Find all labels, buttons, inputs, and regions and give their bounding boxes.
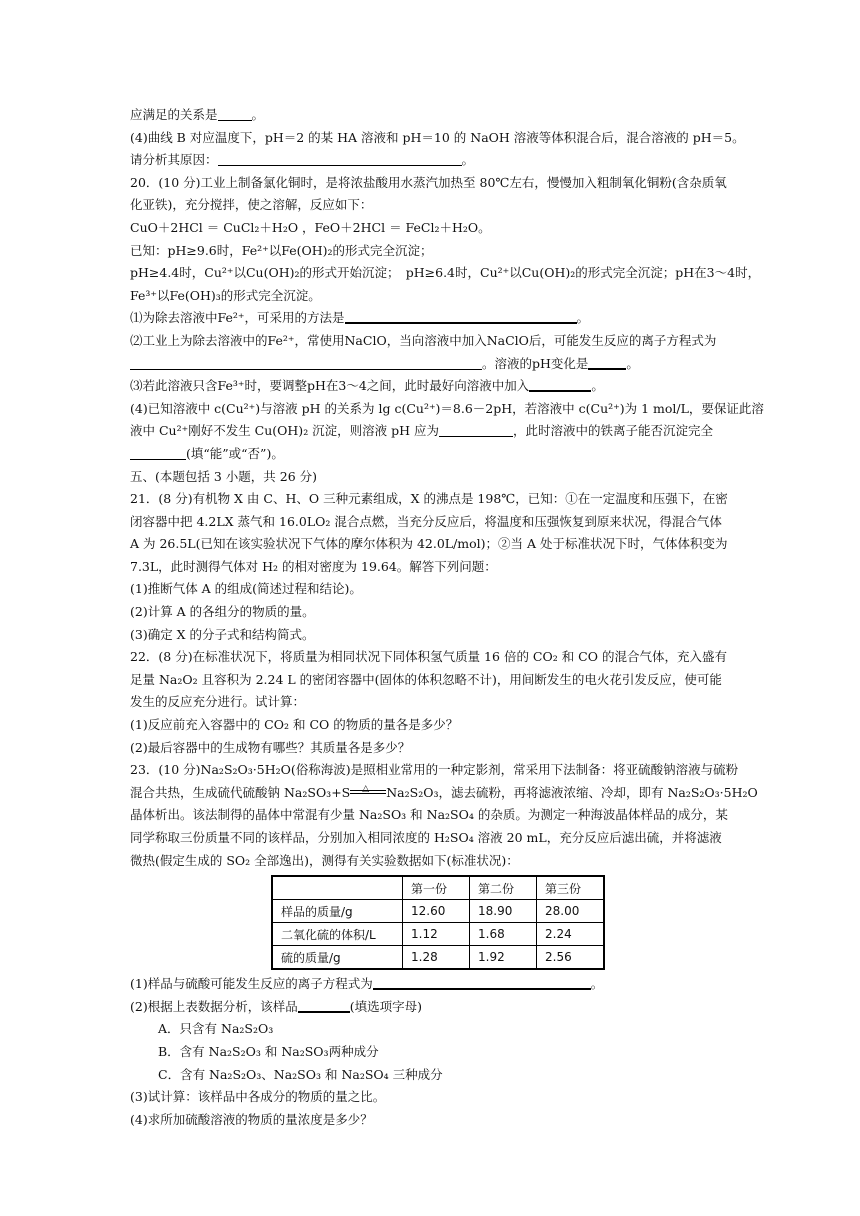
- table-row: 硫的质量/g 1.28 1.92 2.56: [272, 946, 604, 970]
- text-line: (2)最后容器中的生成物有哪些？其质量各是多少？: [130, 739, 411, 755]
- text-line: 液中 Cu²⁺刚好不发生 Cu(OH)₂ 沉淀，则溶液 pH 应为 ，此时溶液中的铁离子能否沉淀完全: [130, 423, 714, 439]
- table-header-row: 第一份 第二份 第三份: [272, 876, 604, 900]
- question-21-heading: 21．(8 分)有机物 X 由 C、H、O 三种元素组成，X 的沸点是 198℃，已知：①在一定温度和压强下，在密: [130, 491, 728, 507]
- text-line: 请分析其原因： 。: [130, 152, 475, 168]
- table-row: 样品的质量/g 12.60 18.90 28.00: [272, 900, 604, 923]
- answer-blank[interactable]: [529, 376, 591, 392]
- answer-blank[interactable]: [345, 308, 577, 324]
- section-heading: 五、(本题包括 3 小题，共 26 分): [130, 468, 318, 484]
- text-line: (1)推断气体 A 的组成(简述过程和结论)。: [130, 581, 362, 597]
- question-23-heading: 23．(10 分)Na₂S₂O₃·5H₂O(俗称海波)是照相业常用的一种定影剂，常采用下法制备：将亚硫酸钠溶液与硫粉: [130, 762, 739, 778]
- option-a: A．只含有 Na₂S₂O₃: [158, 1021, 274, 1037]
- answer-blank[interactable]: [298, 997, 350, 1013]
- text-line: (1)样品与硫酸可能发生反应的离子方程式为 。: [130, 976, 604, 992]
- option-c: C．含有 Na₂S₂O₃、Na₂SO₃ 和 Na₂SO₄ 三种成分: [158, 1066, 443, 1082]
- question-20-heading: 20．(10 分)工业上制备氯化铜时，是将浓盐酸用水蒸汽加热至 80℃左右，慢慢加入粗制氧化铜粉(含杂质氧: [130, 174, 727, 190]
- answer-blank[interactable]: [588, 354, 626, 370]
- text-line: 发生的反应充分进行。试计算：: [130, 694, 306, 710]
- text-line: (3)试计算：该样品中各成分的物质的量之比。: [130, 1089, 386, 1105]
- text-line: 已知：pH≥9.6时，Fe²⁺以Fe(OH)₂的形式完全沉淀；: [130, 242, 433, 258]
- text-line: (4)曲线 B 对应温度下，pH＝2 的某 HA 溶液和 pH＝10 的 NaOH 溶液等体积混合后，混合溶液的 pH＝5。: [130, 129, 745, 145]
- text-line: 。溶液的pH变化是 。: [130, 353, 730, 376]
- text-line: 化亚铁)，充分搅拌，使之溶解，反应如下：: [130, 197, 373, 213]
- text-line: 混合共热，生成硫代硫酸钠 Na₂SO₃+S △ Na₂S₂O₃，滤去硫粉，再将滤液浓缩、冷却，即有 Na₂S₂O₃·5H₂O: [130, 783, 758, 800]
- experiment-data-table: [271, 875, 605, 970]
- text-line: 微热(假定生成的 SO₂ 全部逸出)，测得有关实验数据如下(标准状况)：: [130, 852, 519, 868]
- text-line: 7.3L，此时测得气体对 H₂ 的相对密度为 19.64。解答下列问题：: [130, 558, 497, 574]
- text-line: 足量 Na₂O₂ 且容积为 2.24 L 的密闭容器中(固体的体积忽略不计)，用间断发生的电火花引发反应，使可能: [130, 671, 722, 687]
- text-line: A 为 26.5L(已知在该实验状况下气体的摩尔体积为 42.0L/mol)；②当 A 处于标准状况下时，气体体积变为: [130, 536, 728, 552]
- text-line: (4)已知溶液中 c(Cu²⁺)与溶液 pH 的关系为 lg c(Cu²⁺)＝8.6－2pH，若溶液中 c(Cu²⁺)为 1 mol/L，要保证此溶: [130, 400, 764, 416]
- text-line: 晶体析出。该法制得的晶体中常混有少量 Na₂SO₃ 和 Na₂SO₄ 的杂质。为测定一种海波晶体样品的成分，某: [130, 807, 728, 823]
- text-line: ⑵工业上为除去溶液中的Fe²⁺，常使用NaClO，当向溶液中加入NaClO后，可能发生反应的离子方程式为: [130, 332, 717, 348]
- answer-blank[interactable]: [218, 106, 252, 121]
- text-line: (填“能”或“否”)。: [130, 443, 730, 466]
- text-line: (3)确定 X 的分子式和结构简式。: [130, 626, 315, 642]
- text-line: 应满足的关系是 。: [130, 107, 265, 122]
- reaction-equation: CuO＋2HCl ＝ CuCl₂＋H₂O ，FeO＋2HCl ＝ FeCl₂＋H₂O。: [130, 219, 491, 235]
- answer-blank[interactable]: [130, 355, 482, 370]
- text-line: (2)根据上表数据分析，该样品 (填选项字母): [130, 998, 422, 1014]
- text-line: 闭容器中把 4.2LX 蒸气和 16.0LO₂ 混合点燃，当充分反应后，将温度和压强恢复到原来状况，得混合气体: [130, 513, 722, 529]
- text-line: Fe³⁺以Fe(OH)₃的形式完全沉淀。: [130, 287, 321, 303]
- text-line: (2)计算 A 的各组分的物质的量。: [130, 604, 315, 620]
- text-line: ⑶若此溶液只含Fe³⁺时，要调整pH在3～4之间，此时最好向溶液中加入 。: [130, 378, 604, 394]
- answer-blank[interactable]: [130, 445, 186, 460]
- heating-equals-sign: △: [350, 786, 386, 798]
- text-line: (4)求所加硫酸溶液的物质的量浓度是多少？: [130, 1111, 373, 1127]
- answer-blank[interactable]: [439, 422, 513, 437]
- answer-blank[interactable]: [218, 151, 462, 166]
- option-b: B．含有 Na₂S₂O₃ 和 Na₂SO₃两种成分: [158, 1043, 379, 1059]
- text-line: ⑴为除去溶液中Fe²⁺，可采用的方法是 。: [130, 310, 590, 326]
- exam-page: [130, 104, 764, 1131]
- text-line: pH≥4.4时，Cu²⁺以Cu(OH)₂的形式开始沉淀； pH≥6.4时，Cu²⁺以Cu(OH)₂的形式完全沉淀；pH在3～4时，: [130, 265, 761, 281]
- question-22-heading: 22．(8 分)在标准状况下，将质量为相同状况下同体积氢气质量 16 倍的 CO₂ 和 CO 的混合气体，充入盛有: [130, 649, 727, 665]
- answer-blank[interactable]: [373, 974, 591, 990]
- text-line: (1)反应前充入容器中的 CO₂ 和 CO 的物质的量各是多少？: [130, 717, 459, 733]
- text-line: 同学称取三份质量不同的该样品，分别加入相同浓度的 H₂SO₄ 溶液 20 mL，充分反应后滤出硫，并将滤液: [130, 830, 722, 845]
- table-row: 二氧化硫的体积/L 1.12 1.68 2.24: [272, 923, 604, 946]
